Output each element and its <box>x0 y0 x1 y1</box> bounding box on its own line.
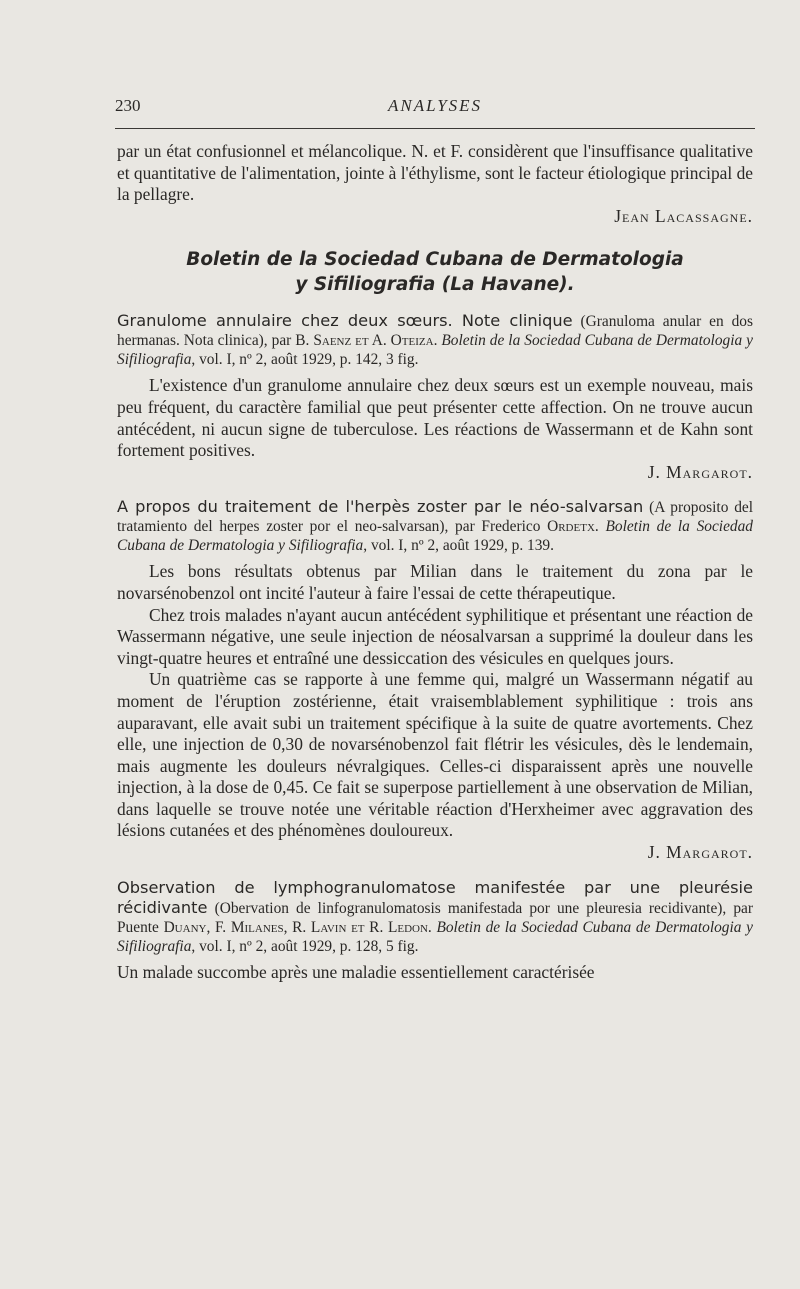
entry-signature: J. Margarot. <box>647 842 753 863</box>
journal-heading-line-2: y Sifiliografia (La Havane). <box>295 274 575 296</box>
entry-authors: Duany, F. Milanes, R. Lavin et R. Ledon <box>163 918 428 936</box>
abstract-entry <box>117 311 753 483</box>
entry-authors: B. Saenz et A. Oteiza <box>295 332 434 350</box>
entry-title: A propos du traitement de l'herpès zoster par le néo-salvarsan <box>117 497 644 517</box>
entry-ref-text: (Obervation de linfogranulomatosis manifestada por une pleuresia recidivante), par Puente <box>117 899 753 936</box>
entry-ref-tail: , vol. I, nº 2, août 1929, p. 142, 3 fig. <box>191 351 419 369</box>
entry-paragraph: L'existence d'un granulome annulaire chez deux sœurs est un exemple nouveau, mais peu fréquent, du caractère familial que peut présenter cette affection. On ne trouve aucun antécédent, ni aucun signe de tuberculose. Les réactions de Wassermann et de Kahn sont fortement positives. <box>117 375 753 461</box>
entry-paragraph: Chez trois malades n'ayant aucun antécédent syphilitique et présentant une réaction de Wassermann négative, une seule injection de néosalvarsan a supprimé la douleur dans les vingt-quatre heures et entraîné une dessiccation des vésicules en quelques jours. <box>117 604 753 668</box>
entry-signature: J. Margarot. <box>647 461 753 482</box>
abstract-entry <box>117 878 753 984</box>
entry-reference <box>117 311 753 369</box>
entry-reference <box>117 878 753 956</box>
entry-journal: Boletin de la Sociedad Cubana de Dermatologia y Sifiliografia <box>117 518 753 555</box>
entry-authors: Ordetx <box>547 518 595 536</box>
entry-ref-tail: , vol. I, nº 2, août 1929, p. 128, 5 fig. <box>191 937 419 955</box>
entry-ref-text: (A proposito del tratamiento del herpes zoster por el neo-salvarsan), par Frederico <box>117 499 753 536</box>
entry-ref-tail: , vol. I, nº 2, août 1929, p. 139. <box>363 537 554 555</box>
entry-title: Observation de lymphogranulomatose manifestée par une pleurésie récidivante <box>117 877 753 917</box>
entry-ref-text: (Granuloma anular en dos hermanas. Nota clinica), par <box>117 313 753 350</box>
running-header <box>115 96 755 120</box>
entry-title: Granulome annulaire chez deux sœurs. Note clinique <box>117 311 573 331</box>
entry-paragraph: Les bons résultats obtenus par Milian dans le traitement du zona par le novarsénobenzol ont incité l'auteur à faire l'essai de cette thérapeutique. <box>117 561 753 603</box>
page-number: 230 <box>115 96 141 115</box>
entry-paragraph: Un quatrième cas se rapporte à une femme qui, malgré un Wassermann négatif au moment de l'éruption zostérienne, était vraisemblablement syphilitique : trois ans auparavant, elle avait subi un traitement spécifique à la suite de quatre avortements. Chez elle, une injection de 0,30 de novarsénobenzol fait flétrir les vésicules, dès le lendemain, mais augmente les douleurs névralgiques. Celles-ci disparaissent après une nouvelle injection, à la dose de 0,45. Ce fait se superpose partiellement à une observation de Milian, dans laquelle se trouve notée une véritable réaction d'Herxheimer avec aggravation des lésions cutanées et des phénomènes douloureux. <box>117 669 753 841</box>
abstract-entry <box>117 497 753 863</box>
header-rule <box>115 128 755 129</box>
carryover-paragraph: par un état confusionnel et mélancolique. N. et F. considèrent que l'insuffisance qualitative et quantitative de l'alimentation, jointe à l'éthylisme, sont le facteur étiologique principal de la pellagre. <box>117 141 753 205</box>
carryover-signature: Jean Lacassagne. <box>614 205 753 226</box>
journal-heading-line-1: Boletin de la Sociedad Cubana de Dermatologia <box>186 249 684 271</box>
entry-journal: Boletin de la Sociedad Cubana de Dermatologia y Sifiliografia <box>117 918 753 955</box>
entry-ref-separator: . <box>427 918 437 936</box>
entry-reference <box>117 497 753 555</box>
entry-journal: Boletin de la Sociedad Cubana de Dermatologia y Sifiliografia <box>117 332 753 369</box>
entry-paragraph: Un malade succombe après une maladie essentiellement caractérisée <box>117 961 595 982</box>
running-title: ANALYSES <box>387 96 483 115</box>
entry-ref-separator: . <box>594 518 606 536</box>
entry-ref-separator: . <box>433 332 442 350</box>
page-body <box>117 141 753 983</box>
journal-heading <box>117 247 753 297</box>
